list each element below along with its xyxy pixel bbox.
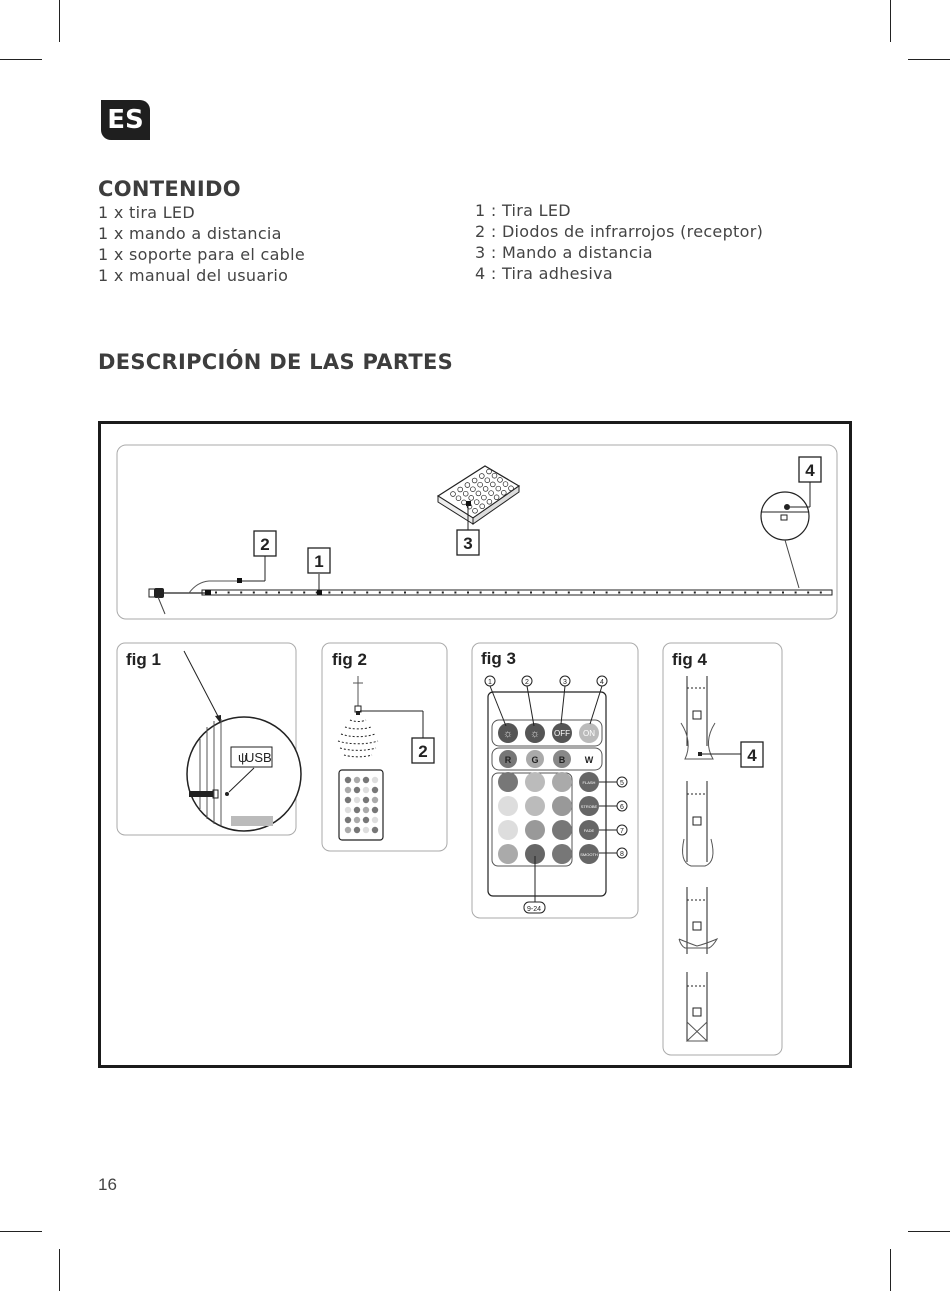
led-chip	[530, 592, 532, 594]
small-remote-button	[345, 777, 351, 783]
remote-button-dot	[487, 499, 492, 504]
small-remote-button	[363, 827, 369, 833]
small-remote-button	[345, 797, 351, 803]
usb-plug	[149, 588, 205, 614]
led-chip	[517, 592, 519, 594]
strobe-label: STROBE	[580, 804, 598, 809]
remote-button-dot	[474, 500, 479, 505]
color-button	[498, 796, 518, 816]
led-chip	[820, 592, 822, 594]
small-remote-button	[363, 807, 369, 813]
small-remote	[339, 770, 383, 840]
led-chip	[782, 592, 784, 594]
remote-button-dot	[489, 491, 494, 496]
led-chip	[631, 592, 633, 594]
remote-button-dot	[451, 492, 456, 497]
fig1-title: fig 1	[126, 650, 161, 669]
legend-item: 1 : Tira LED	[475, 201, 571, 220]
num-4: 4	[600, 679, 604, 686]
crop-mark	[890, 1249, 891, 1291]
range-label: 9-24	[526, 906, 542, 913]
num-3: 3	[563, 679, 567, 686]
svg-text:☼: ☼	[529, 728, 541, 740]
led-chip	[354, 592, 356, 594]
crop-mark	[0, 1231, 42, 1232]
color-button	[525, 820, 545, 840]
led-strip	[202, 590, 832, 595]
led-chip	[417, 592, 419, 594]
callout-3: 3	[463, 534, 473, 553]
num-1: 1	[488, 679, 492, 686]
legend-item: 3 : Mando a distancia	[475, 243, 653, 262]
adhesive-zoom	[761, 492, 809, 588]
remote-button-dot	[480, 504, 485, 509]
led-chip	[580, 592, 582, 594]
usb-label: USB	[245, 750, 272, 765]
remote-button-dot	[483, 487, 488, 492]
legend-item: 4 : Tira adhesiva	[475, 264, 614, 283]
adhesive-step-2	[683, 781, 713, 866]
crop-mark	[0, 59, 42, 60]
led-chip	[442, 592, 444, 594]
svg-text:ψ: ψ	[238, 750, 248, 765]
color-button	[552, 772, 572, 792]
remote-button-dot	[462, 500, 467, 505]
num-8: 8	[620, 851, 624, 858]
adhesive-step-3	[679, 887, 717, 954]
color-button	[498, 844, 518, 864]
small-remote-button	[363, 817, 369, 823]
small-remote-button	[345, 807, 351, 813]
fig4-callout: 4	[747, 746, 757, 765]
fig3-title: fig 3	[481, 649, 516, 668]
callout-2: 2	[260, 535, 270, 554]
fig4-title: fig 4	[672, 650, 707, 669]
remote-button-dot	[498, 478, 503, 483]
contents-item: 1 x mando a distancia	[98, 224, 282, 243]
led-chip	[795, 592, 797, 594]
color-button	[525, 796, 545, 816]
fig4-panel	[663, 643, 782, 1055]
small-remote-button	[372, 827, 378, 833]
led-chip	[265, 592, 267, 594]
led-chip	[454, 592, 456, 594]
led-chip	[543, 592, 545, 594]
flash-label: FLASH	[582, 780, 596, 785]
adhesive-step-4	[687, 972, 707, 1041]
color-button	[552, 820, 572, 840]
led-chip	[291, 592, 293, 594]
remote-button-dot	[496, 486, 501, 491]
led-chip	[694, 592, 696, 594]
color-button	[552, 796, 572, 816]
led-chip	[618, 592, 620, 594]
small-remote-button	[354, 817, 360, 823]
remote-button-dot	[458, 487, 463, 492]
led-chip	[769, 592, 771, 594]
usb-port-zoom	[187, 717, 301, 831]
crop-mark	[59, 1249, 60, 1291]
led-chip	[593, 592, 595, 594]
remote-button-dot	[509, 486, 514, 491]
small-remote-button	[372, 807, 378, 813]
led-chip	[303, 592, 305, 594]
led-chip	[757, 592, 759, 594]
contents-item: 1 x soporte para el cable	[98, 245, 306, 264]
page-number: 16	[98, 1175, 117, 1194]
small-remote-button	[345, 817, 351, 823]
remote-button-dot	[473, 508, 478, 513]
remote-button-dot	[472, 478, 477, 483]
remote-button-dot	[471, 487, 476, 492]
blue-label: B	[558, 755, 566, 765]
led-chip	[643, 592, 645, 594]
color-button	[498, 820, 518, 840]
led-chip	[341, 592, 343, 594]
led-chip	[669, 592, 671, 594]
callout-1: 1	[314, 552, 324, 571]
parts-diagram	[98, 421, 852, 1068]
ir-receiver-illustration	[338, 676, 378, 757]
green-label: G	[531, 755, 539, 765]
crop-mark	[908, 1231, 950, 1232]
led-chip	[807, 592, 809, 594]
svg-text:☼: ☼	[502, 728, 514, 740]
led-chip	[505, 592, 507, 594]
small-remote-button	[372, 797, 378, 803]
remote-button-dot	[492, 473, 497, 478]
remote-button-dot	[503, 482, 508, 487]
white-label: W	[584, 755, 594, 765]
fig2-callout: 2	[418, 742, 428, 761]
remote-button-dot	[478, 482, 483, 487]
small-remote-button	[354, 777, 360, 783]
fade-label: FADE	[583, 828, 595, 833]
contents-item: 1 x manual del usuario	[98, 266, 289, 285]
remote-button-dot	[479, 474, 484, 479]
led-chip	[467, 592, 469, 594]
led-chip	[215, 592, 217, 594]
remote-button-dot	[490, 482, 495, 487]
remote-button-dot	[494, 495, 499, 500]
contents-list	[98, 202, 305, 286]
led-chip	[568, 592, 570, 594]
color-button	[498, 772, 518, 792]
remote-control-illustration	[438, 466, 519, 524]
led-chip	[492, 592, 494, 594]
remote-button-dot	[501, 490, 506, 495]
color-button	[552, 844, 572, 864]
fig2-title: fig 2	[332, 650, 367, 669]
small-remote-button	[354, 807, 360, 813]
smooth-label: SMOOTH	[580, 852, 598, 857]
adhesive-step-1	[681, 676, 715, 759]
led-chip	[656, 592, 658, 594]
led-chip	[719, 592, 721, 594]
callout-4: 4	[805, 461, 815, 480]
small-remote-button	[354, 827, 360, 833]
remote-button-dot	[456, 496, 461, 501]
remote-button-dot	[476, 491, 481, 496]
led-chip	[253, 592, 255, 594]
crop-mark	[890, 0, 891, 42]
red-label: R	[504, 755, 512, 765]
led-chip	[328, 592, 330, 594]
small-remote-button	[363, 777, 369, 783]
led-chip	[379, 592, 381, 594]
small-remote-button	[345, 787, 351, 793]
remote-button-dot	[487, 469, 492, 474]
num-7: 7	[620, 828, 624, 835]
small-remote-button	[354, 787, 360, 793]
led-chip	[606, 592, 608, 594]
remote-detail	[488, 692, 606, 896]
color-button	[525, 772, 545, 792]
led-chip	[391, 592, 393, 594]
led-chip	[278, 592, 280, 594]
led-chip	[429, 592, 431, 594]
small-remote-button	[354, 797, 360, 803]
small-remote-button	[363, 797, 369, 803]
remote-button-dot	[469, 496, 474, 501]
remote-button-dot	[485, 478, 490, 483]
led-chip	[555, 592, 557, 594]
crop-mark	[59, 0, 60, 42]
led-chip	[744, 592, 746, 594]
contents-item: 1 x tira LED	[98, 203, 195, 222]
off-label: OFF	[554, 729, 570, 738]
num-2: 2	[525, 679, 529, 686]
led-chip	[240, 592, 242, 594]
small-remote-button	[372, 777, 378, 783]
ir-receiver	[237, 578, 242, 583]
contents-heading: CONTENIDO	[98, 177, 241, 201]
led-chip	[706, 592, 708, 594]
led-chip	[480, 592, 482, 594]
led-chip	[732, 592, 734, 594]
language-badge: ES	[101, 100, 150, 140]
small-remote-button	[363, 787, 369, 793]
small-remote-button	[345, 827, 351, 833]
legend-item: 2 : Diodos de infrarrojos (receptor)	[475, 222, 764, 241]
parts-heading: DESCRIPCIÓN DE LAS PARTES	[98, 350, 454, 374]
led-chip	[681, 592, 683, 594]
parts-legend	[475, 200, 763, 284]
remote-button-dot	[465, 483, 470, 488]
led-chip	[404, 592, 406, 594]
num-5: 5	[620, 780, 624, 787]
led-chip	[228, 592, 230, 594]
small-remote-button	[372, 787, 378, 793]
remote-button-dot	[463, 491, 468, 496]
led-chip	[366, 592, 368, 594]
on-label: ON	[583, 729, 595, 738]
remote-button-dot	[482, 495, 487, 500]
num-6: 6	[620, 804, 624, 811]
small-remote-button	[372, 817, 378, 823]
crop-mark	[908, 59, 950, 60]
